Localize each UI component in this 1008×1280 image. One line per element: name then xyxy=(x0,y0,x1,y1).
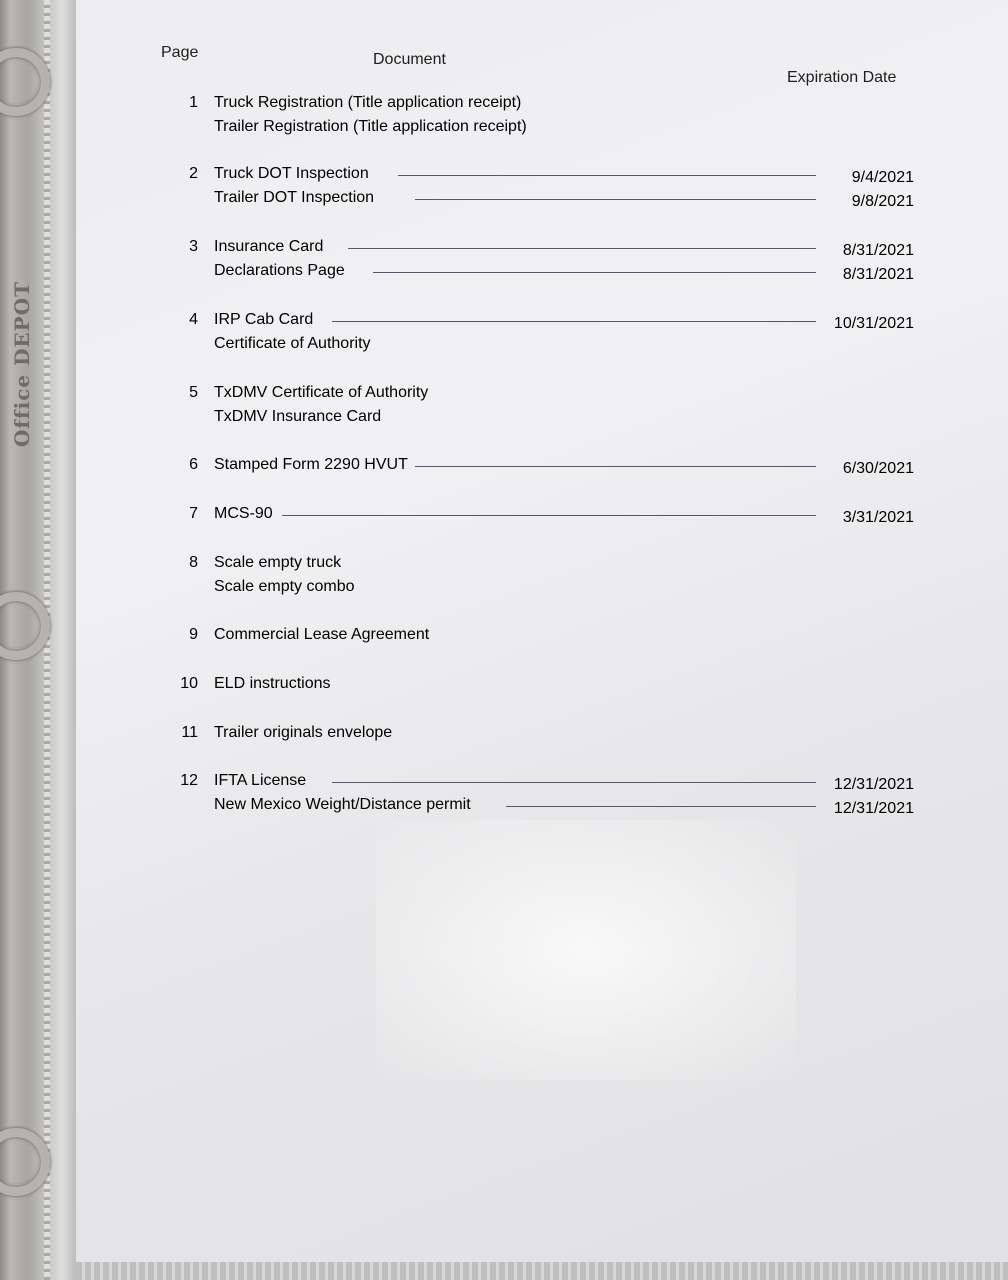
document-name: MCS-90 xyxy=(214,505,273,522)
entry-page-number: 6 xyxy=(189,456,198,473)
document-name: New Mexico Weight/Distance permit xyxy=(214,796,471,813)
page-column-header: Page xyxy=(161,44,199,61)
document-name: Truck DOT Inspection xyxy=(214,165,369,182)
brand-logo: Office DEPOT xyxy=(10,280,34,447)
leader-line xyxy=(348,248,816,249)
entry-page-number: 11 xyxy=(181,724,198,741)
entry-page-number: 12 xyxy=(180,772,198,789)
binder-spine xyxy=(0,0,76,1280)
expiration-date-column-header: Expiration Date xyxy=(787,69,897,86)
document-name: Commercial Lease Agreement xyxy=(214,626,430,643)
document-name: Truck Registration (Title application receipt) xyxy=(214,94,522,111)
document-name: IFTA License xyxy=(214,772,307,789)
leader-line xyxy=(506,806,816,807)
leader-line xyxy=(415,199,816,200)
leader-line xyxy=(332,782,816,783)
expiration-date: 8/31/2021 xyxy=(842,266,914,283)
entry-page-number: 2 xyxy=(189,165,198,182)
document-sheet xyxy=(76,0,1008,1270)
document-name: Scale empty combo xyxy=(214,578,355,595)
document-name: Insurance Card xyxy=(214,238,324,255)
entry-page-number: 9 xyxy=(189,626,198,643)
leader-line xyxy=(398,175,816,176)
document-column-header: Document xyxy=(373,51,446,68)
document-name: Stamped Form 2290 HVUT xyxy=(214,456,408,473)
leader-line xyxy=(373,272,816,273)
document-name: Trailer DOT Inspection xyxy=(214,189,375,206)
sheet-protector-bottom xyxy=(76,1262,1008,1280)
expiration-date: 9/8/2021 xyxy=(851,193,914,210)
document-name: IRP Cab Card xyxy=(214,311,314,328)
document-name: Trailer originals envelope xyxy=(214,724,393,741)
expiration-date: 12/31/2021 xyxy=(833,800,914,817)
expiration-date: 6/30/2021 xyxy=(842,460,914,477)
leader-line xyxy=(332,321,816,322)
document-name: Scale empty truck xyxy=(214,554,342,571)
entry-page-number: 4 xyxy=(189,311,198,328)
expiration-date: 12/31/2021 xyxy=(833,776,914,793)
expiration-date: 9/4/2021 xyxy=(851,169,914,186)
entry-page-number: 3 xyxy=(189,238,198,255)
expiration-date: 3/31/2021 xyxy=(842,509,914,526)
leader-line xyxy=(415,466,816,467)
document-name: TxDMV Insurance Card xyxy=(214,408,382,425)
entry-page-number: 1 xyxy=(189,94,198,111)
entry-page-number: 10 xyxy=(180,675,198,692)
binder-ring-bottom xyxy=(0,1128,50,1196)
expiration-date: 10/31/2021 xyxy=(833,315,914,332)
binder-ring-middle xyxy=(0,592,50,660)
document-name: Trailer Registration (Title application receipt) xyxy=(214,118,527,135)
document-name: Declarations Page xyxy=(214,262,345,279)
entry-page-number: 8 xyxy=(189,554,198,571)
document-name: TxDMV Certificate of Authority xyxy=(214,384,429,401)
entry-page-number: 7 xyxy=(189,505,198,522)
entry-page-number: 5 xyxy=(189,384,198,401)
plastic-glare xyxy=(376,820,796,1080)
document-name: ELD instructions xyxy=(214,675,331,692)
binder-ring-top xyxy=(0,48,50,116)
expiration-date: 8/31/2021 xyxy=(842,242,914,259)
leader-line xyxy=(282,515,816,516)
document-name: Certificate of Authority xyxy=(214,335,371,352)
